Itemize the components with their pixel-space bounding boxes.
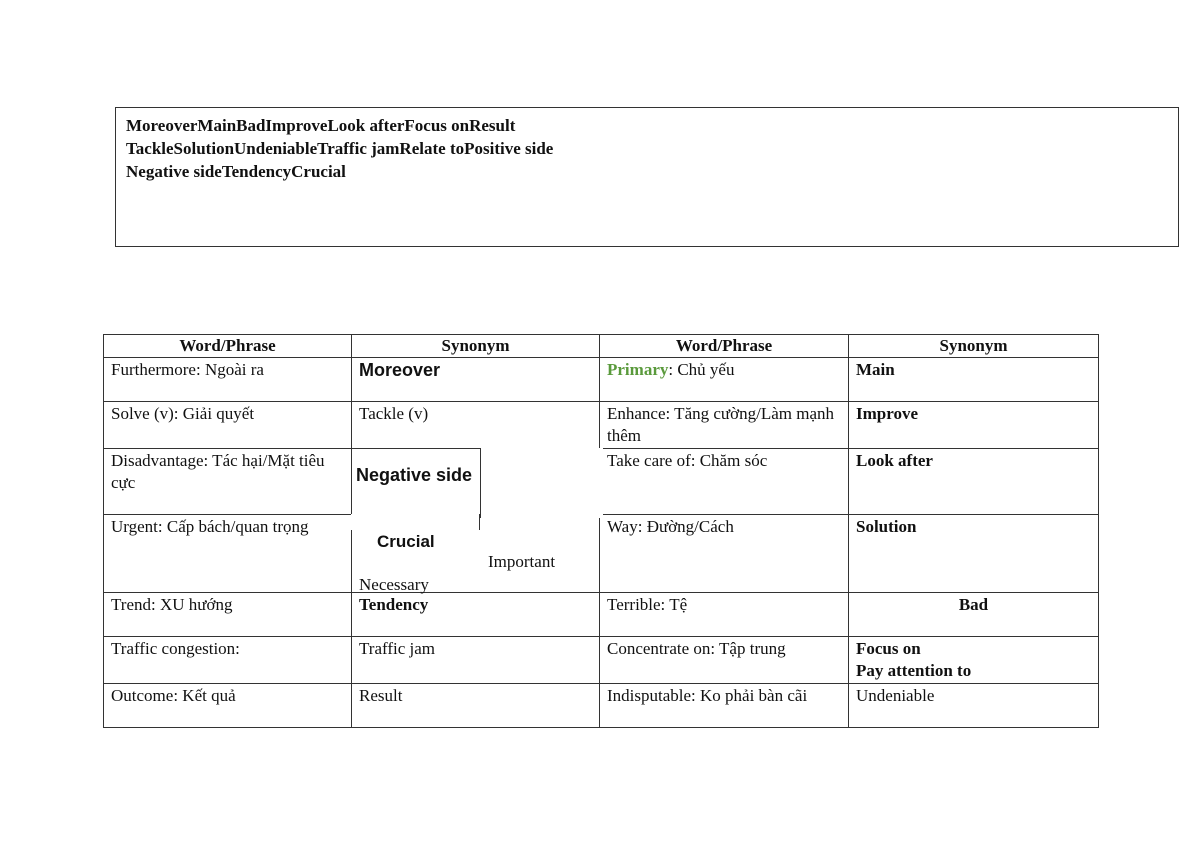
word-bank-line-3: Negative sideTendencyCrucial bbox=[126, 162, 346, 181]
word-cell: Way: Đường/Cách bbox=[600, 515, 849, 593]
synonym-cell: Undeniable bbox=[849, 684, 1099, 728]
word-cell bbox=[600, 358, 849, 402]
synonym-text: Focus on bbox=[856, 639, 921, 658]
synonym-cell: Bad bbox=[849, 593, 1099, 637]
word-meaning: : Chủ yếu bbox=[668, 360, 735, 379]
synonym-table bbox=[103, 334, 1099, 728]
word-cell: Solve (v): Giải quyết bbox=[104, 402, 352, 449]
synonym-cell: Solution bbox=[849, 515, 1099, 593]
image-overlay bbox=[351, 514, 480, 530]
table-row bbox=[104, 684, 1099, 728]
table-row bbox=[104, 449, 1099, 515]
word-cell: Terrible: Tệ bbox=[600, 593, 849, 637]
synonym-cell: Tackle (v) bbox=[352, 402, 600, 449]
table-row bbox=[104, 358, 1099, 402]
highlighted-word: Primary bbox=[607, 360, 669, 379]
synonym-cell bbox=[352, 449, 600, 515]
word-cell: Disadvantage: Tác hại/Mặt tiêu cực bbox=[104, 449, 352, 515]
synonym-cell: Result bbox=[352, 684, 600, 728]
synonym-cell: Main bbox=[849, 358, 1099, 402]
synonym-text: Necessary bbox=[359, 575, 429, 594]
header-synonym-1: Synonym bbox=[352, 335, 600, 358]
table-row bbox=[104, 515, 1099, 593]
table-header-row bbox=[104, 335, 1099, 358]
header-word-phrase-1: Word/Phrase bbox=[104, 335, 352, 358]
word-cell: Enhance: Tăng cường/Làm mạnh thêm bbox=[600, 402, 849, 449]
synonym-text: Important bbox=[488, 552, 556, 571]
synonym-cell: Improve bbox=[849, 402, 1099, 449]
image-overlay bbox=[480, 448, 603, 518]
synonym-text: Moreover bbox=[359, 360, 441, 380]
header-synonym-2: Synonym bbox=[849, 335, 1099, 358]
word-cell: Furthermore: Ngoài ra bbox=[104, 358, 352, 402]
synonym-text: Negative side bbox=[356, 465, 473, 485]
synonym-cell: Tendency bbox=[352, 593, 600, 637]
word-cell: Concentrate on: Tập trung bbox=[600, 637, 849, 684]
synonym-cell bbox=[352, 358, 600, 402]
synonym-cell bbox=[352, 515, 600, 593]
synonym-text: Crucial bbox=[377, 532, 435, 551]
word-cell: Indisputable: Ko phải bàn cãi bbox=[600, 684, 849, 728]
synonym-cell: Look after bbox=[849, 449, 1099, 515]
word-cell: Take care of: Chăm sóc bbox=[600, 449, 849, 515]
table-row bbox=[104, 593, 1099, 637]
synonym-cell bbox=[849, 637, 1099, 684]
word-cell: Urgent: Cấp bách/quan trọng bbox=[104, 515, 352, 593]
table-row bbox=[104, 402, 1099, 449]
word-cell: Outcome: Kết quả bbox=[104, 684, 352, 728]
word-bank-line-1: MoreoverMainBadImproveLook afterFocus onResult bbox=[126, 116, 516, 135]
synonym-cell: Traffic jam bbox=[352, 637, 600, 684]
word-bank-line-2: TackleSolutionUndeniableTraffic jamRelate toPositive side bbox=[126, 139, 554, 158]
synonym-text: Pay attention to bbox=[856, 661, 972, 680]
header-word-phrase-2: Word/Phrase bbox=[600, 335, 849, 358]
table-row bbox=[104, 637, 1099, 684]
word-bank-box bbox=[115, 107, 1179, 247]
word-cell: Trend: XU hướng bbox=[104, 593, 352, 637]
word-cell: Traffic congestion: bbox=[104, 637, 352, 684]
